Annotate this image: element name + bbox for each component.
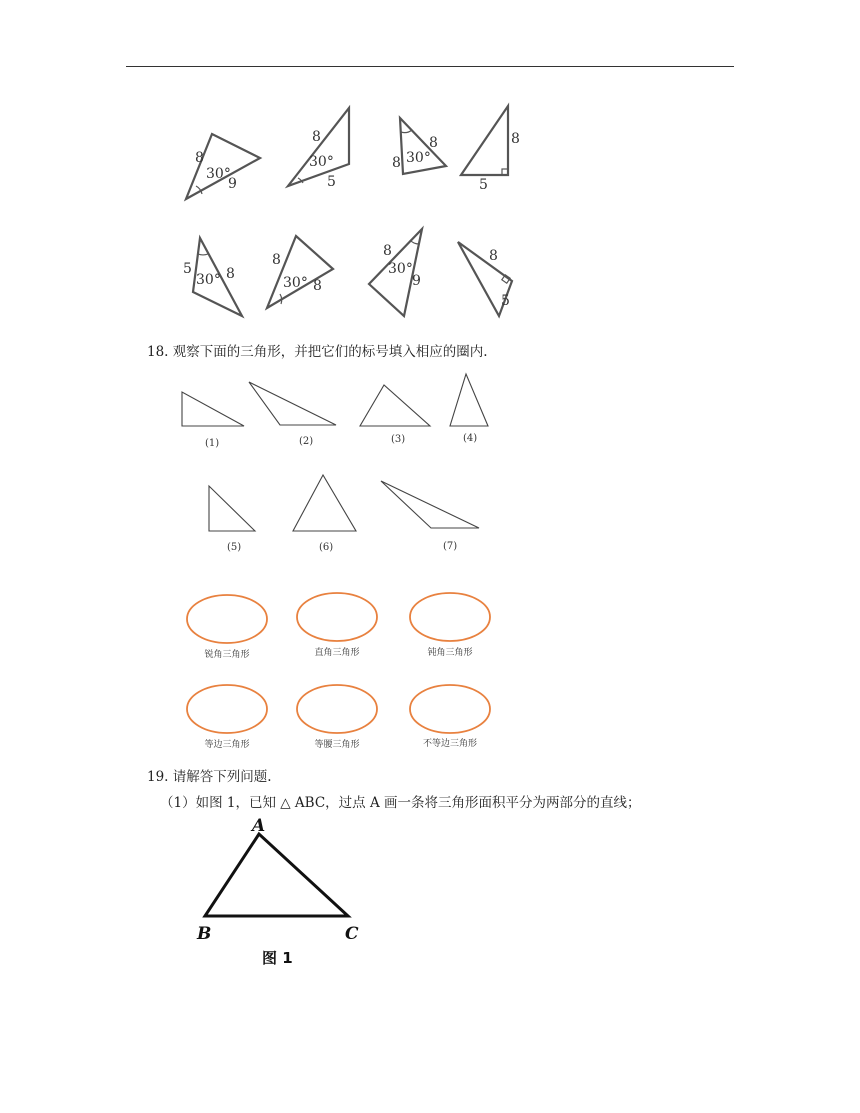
q17-t7-label-1: 8 bbox=[383, 243, 392, 259]
category-label-scalene: 不等边三角形 bbox=[422, 739, 478, 749]
q18-shape-4-label: (4) bbox=[463, 433, 478, 444]
q17-t4-label-2: 5 bbox=[479, 177, 488, 193]
q17-t1-label-3: 9 bbox=[228, 176, 237, 192]
category-label-acute: 锐角三角形 bbox=[204, 650, 250, 660]
vertex-c-label: C bbox=[345, 924, 359, 944]
q17-t6-label-1: 8 bbox=[272, 252, 281, 268]
q17-t1-label-2: 30° bbox=[206, 166, 231, 182]
q18-shape-7-label: (7) bbox=[443, 541, 458, 552]
category-label-obtuse: 钝角三角形 bbox=[427, 648, 473, 658]
q17-t1-label-1: 8 bbox=[195, 150, 204, 166]
q17-t7-label-3: 9 bbox=[412, 273, 421, 289]
q17-t2-label-2: 30° bbox=[309, 154, 334, 170]
q18-shape-1-label: (1) bbox=[205, 438, 220, 449]
q17-t5-label-1: 5 bbox=[183, 261, 192, 277]
q17-t6-label-3: 8 bbox=[313, 278, 322, 294]
figure-1-caption: 图 1 bbox=[262, 949, 293, 967]
q17-t4-label-1: 8 bbox=[511, 131, 520, 147]
category-label-equilateral: 等边三角形 bbox=[204, 740, 250, 750]
q17-t7-label-2: 30° bbox=[388, 261, 413, 277]
q17-t5-label-2: 30° bbox=[196, 272, 221, 288]
q17-t8-label-1: 8 bbox=[489, 248, 498, 264]
q17-t3-label-2: 30° bbox=[406, 150, 431, 166]
category-label-right: 直角三角形 bbox=[314, 648, 360, 658]
q17-t3-label-3: 8 bbox=[429, 135, 438, 151]
q19-text: 19. 请解答下列问题. bbox=[147, 769, 272, 785]
q17-t3-label-1: 8 bbox=[392, 155, 401, 171]
q17-t6-label-2: 30° bbox=[283, 275, 308, 291]
q17-t8-label-2: 5 bbox=[501, 293, 510, 309]
q18-shape-6-label: (6) bbox=[319, 542, 334, 553]
q17-t2-label-3: 5 bbox=[327, 174, 336, 190]
q17-t2-label-1: 8 bbox=[312, 129, 321, 145]
q17-t5-label-3: 8 bbox=[226, 266, 235, 282]
q18-shape-3-label: (3) bbox=[391, 434, 406, 445]
category-label-isosceles: 等腰三角形 bbox=[314, 740, 360, 750]
q18-shape-2-label: (2) bbox=[299, 436, 314, 447]
q18-text: 18. 观察下面的三角形，并把它们的标号填入相应的圈内. bbox=[147, 344, 488, 360]
q19-sub1-text: （1）如图 1，已知 △ ABC，过点 A 画一条将三角形面积平分为两部分的直线； bbox=[160, 795, 641, 811]
vertex-b-label: B bbox=[197, 924, 212, 944]
triangle-abc bbox=[205, 834, 348, 916]
q18-shape-5-label: (5) bbox=[227, 542, 242, 553]
vertex-a-label: A bbox=[252, 816, 266, 836]
